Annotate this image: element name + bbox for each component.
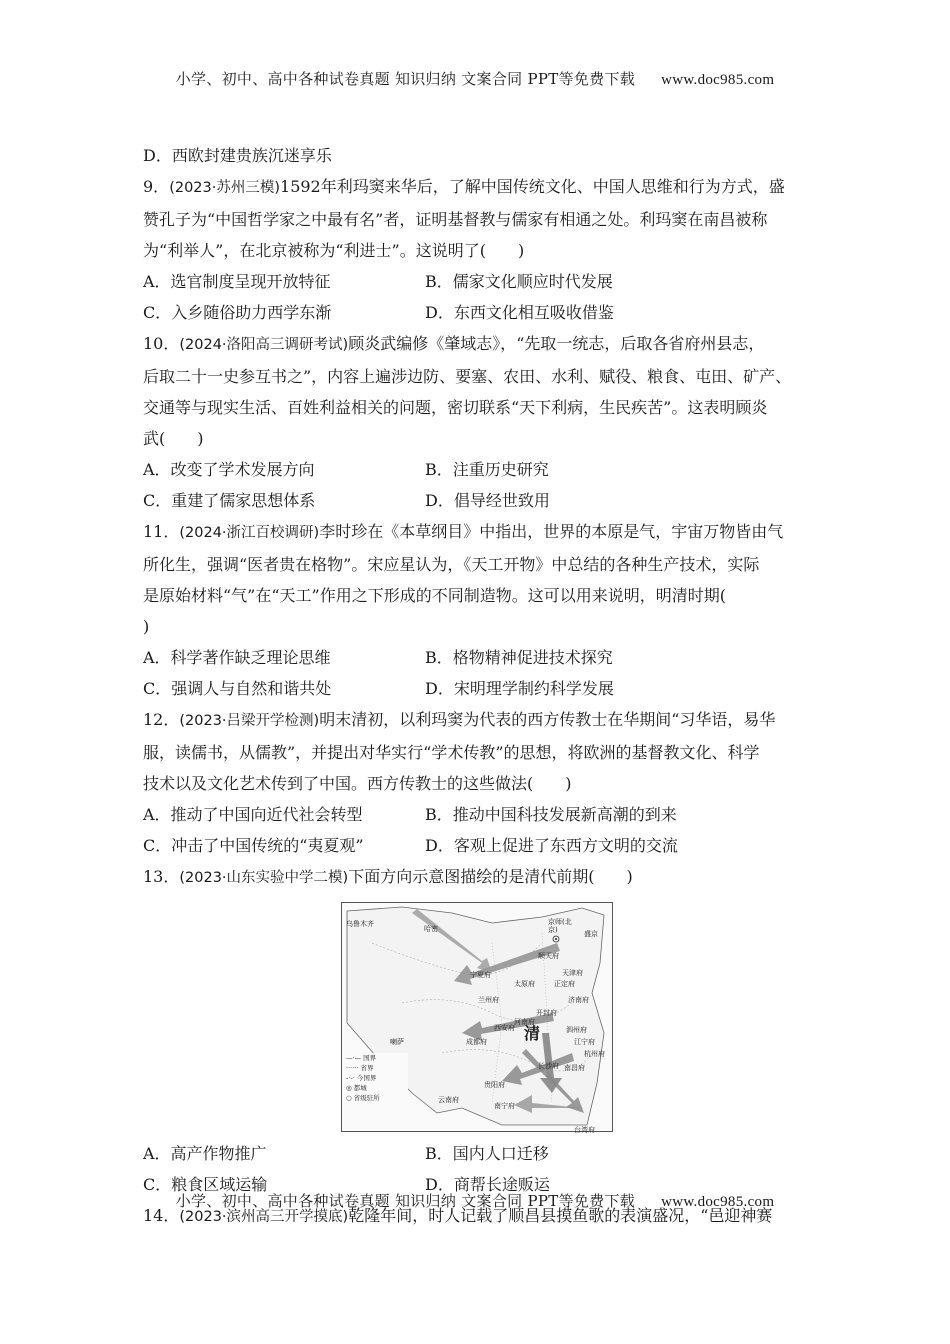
option-d[interactable]: D．客观上促进了东西方文明的交流 [425,836,678,855]
map-place-label: 杭州府 [584,1050,605,1058]
question-source: (2023·山东实验中学二模) [179,870,349,886]
option-a[interactable]: A．改变了学术发展方向 [143,460,315,479]
page-header [0,68,950,89]
option-b[interactable]: B．推动中国科技发展新高潮的到来 [425,805,677,824]
question-text: 为“利举人”，在北京被称为“利进士”。这说明了( ) [143,241,525,260]
option-b[interactable]: B．儒家文化顺应时代发展 [425,272,613,291]
option-c[interactable]: C．入乡随俗助力西学东渐 [143,303,332,322]
map-legend: —·— 国界 ······ 省界 -·-· 今国界 ◎ 都城 ○ 省级驻所 [346,1053,408,1103]
question-number: 10． [143,334,180,353]
option-c[interactable]: C．强调人与自然和谐共处 [143,679,332,698]
legend-item: 国界 [363,1054,377,1062]
question-10 [143,328,823,516]
option-d[interactable]: D．倡导经世致用 [425,491,550,510]
map-place-label: 开封府 [536,1009,557,1017]
question-text: 1592年利玛窦来华后，了解中国传统文化、中国人思维和行为方式，盛 [280,177,785,196]
map-place-label: 京师(北京) [548,918,572,934]
option-c[interactable]: C．冲击了中国传统的“夷夏观” [143,836,364,855]
page-footer [0,1190,950,1211]
question-11 [143,516,823,704]
legend-item: 省界 [360,1064,374,1072]
map-place-label: 兰州府 [478,996,499,1004]
map-place-label: 乌鲁木齐 [346,920,374,928]
question-13 [143,861,823,1200]
map-place-label: 成都府 [466,1038,487,1046]
map-place-label: 济南府 [568,996,589,1004]
question-text: 服，读儒书，从儒教”，并提出对华实行“学术传教”的思想，将欧洲的基督教文化、科学 [143,743,760,762]
question-text: 武( ) [143,429,204,448]
question-text: ) [143,617,150,636]
map-place-label: 南昌府 [564,1064,585,1072]
question-number: 12． [143,710,180,729]
question-source: (2023·吕梁开学检测) [179,713,320,729]
map-place-label: 太原府 [514,980,535,988]
question-source: (2024·浙江百校调研) [179,525,320,541]
map-place-label: 河南府 [514,1018,535,1026]
header-text: 小学、初中、高中各种试卷真题 知识归纳 文案合同 PPT等免费下载 [175,70,636,88]
footer-text: 小学、初中、高中各种试卷真题 知识归纳 文案合同 PPT等免费下载 [175,1192,636,1210]
question-text: 交通等与现实生活、百姓利益相关的问题，密切联系“天下利病，生民疾苦”。这表明顾炎 [143,398,768,417]
map-place-label: 宁夏府 [470,971,491,979]
q8-option-d: D．西欧封建贵族沉迷享乐 [143,146,332,165]
question-source: (2024·洛阳高三调研考试) [179,337,349,353]
legend-item: 都城 [353,1084,367,1092]
migration-map [341,902,613,1132]
map-place-label: 云南府 [438,1096,459,1104]
map-place-label: 江宁府 [574,1038,595,1046]
option-b[interactable]: B．国内人口迁移 [425,1144,549,1163]
map-place-label: 正定府 [554,980,575,988]
question-text: 所化生，强调“医者贵在格物”。宋应星认为，《天工开物》中总结的各种生产技术，实际 [143,555,760,574]
question-9 [143,171,823,328]
option-b[interactable]: B．格物精神促进技术探究 [425,648,613,667]
map-place-label: 泗州府 [566,1026,587,1034]
question-text: 明末清初，以利玛窦为代表的西方传教士在华期间“习华语，易华 [319,710,776,729]
footer-url[interactable]: www.doc985.com [661,1194,775,1210]
question-number: 9． [143,177,170,196]
map-place-label: 台湾府 [574,1126,595,1134]
question-text: 赞孔子为“中国哲学家之中最有名”者，证明基督教与儒家有相通之处。利玛窦在南昌被称 [143,210,768,229]
question-text: 下面方向示意图描绘的是清代前期( ) [348,867,633,886]
question-text: 是原始材料“气”在“天工”作用之下形成的不同制造物。这可以用来说明，明清时期( [143,586,726,605]
question-content [143,140,823,1233]
option-d[interactable]: D．商帮长途贩运 [425,1175,550,1194]
question-source: (2023·滨州高三开学摸底) [179,1209,349,1225]
question-text: 后取二十一史参互书之”，内容上遍涉边防、要塞、农田、水利、赋役、粮食、屯田、矿产、 [143,367,792,386]
map-place-label: 南宁府 [494,1102,515,1110]
question-text: 顾炎武编修《肇域志》，“先取一统志，后取各省府州县志， [348,334,765,353]
header-url[interactable]: www.doc985.com [661,72,775,88]
question-source: (2023·苏州三模) [169,180,281,196]
map-center-label: 清 [524,1024,541,1043]
map-place-label: 盛京 [584,930,598,938]
question-12 [143,704,823,861]
map-place-label: 天津府 [562,969,583,977]
question-number: 11． [143,522,180,541]
option-b[interactable]: B．注重历史研究 [425,460,549,479]
legend-item: 省级驻所 [353,1094,380,1102]
question-text: 李时珍在《本草纲目》中指出，世界的本原是气，宇宙万物皆由气 [319,522,784,541]
option-a[interactable]: A．科学著作缺乏理论思维 [143,648,331,667]
option-a[interactable]: A．推动了中国向近代社会转型 [143,805,363,824]
option-c[interactable]: C．粮食区域运输 [143,1175,268,1194]
option-c[interactable]: C．重建了儒家思想体系 [143,491,316,510]
question-text: 技术以及文化艺术传到了中国。西方传教士的这些做法( ) [143,774,572,793]
question-text: 乾隆年间，时人记载了顺昌县摸鱼歌的表演盛况，“邑迎神赛 [348,1206,773,1225]
map-place-label: 喇萨 [390,1038,404,1046]
map-place-label: 哈密 [424,925,438,933]
option-d[interactable]: D．东西文化相互吸收借鉴 [425,303,614,322]
map-place-label: 顺天府 [538,952,559,960]
option-d[interactable]: D．宋明理学制约科学发展 [425,679,614,698]
question-number: 14． [143,1206,180,1225]
map-place-label: 贵阳府 [484,1081,505,1089]
map-place-label: 西安府 [494,1024,515,1032]
option-a[interactable]: A．高产作物推广 [143,1144,267,1163]
question-number: 13． [143,867,180,886]
option-a[interactable]: A．选官制度呈现开放特征 [143,272,331,291]
legend-item: 今国界 [356,1074,377,1082]
map-place-label: 长沙府 [538,1062,559,1070]
